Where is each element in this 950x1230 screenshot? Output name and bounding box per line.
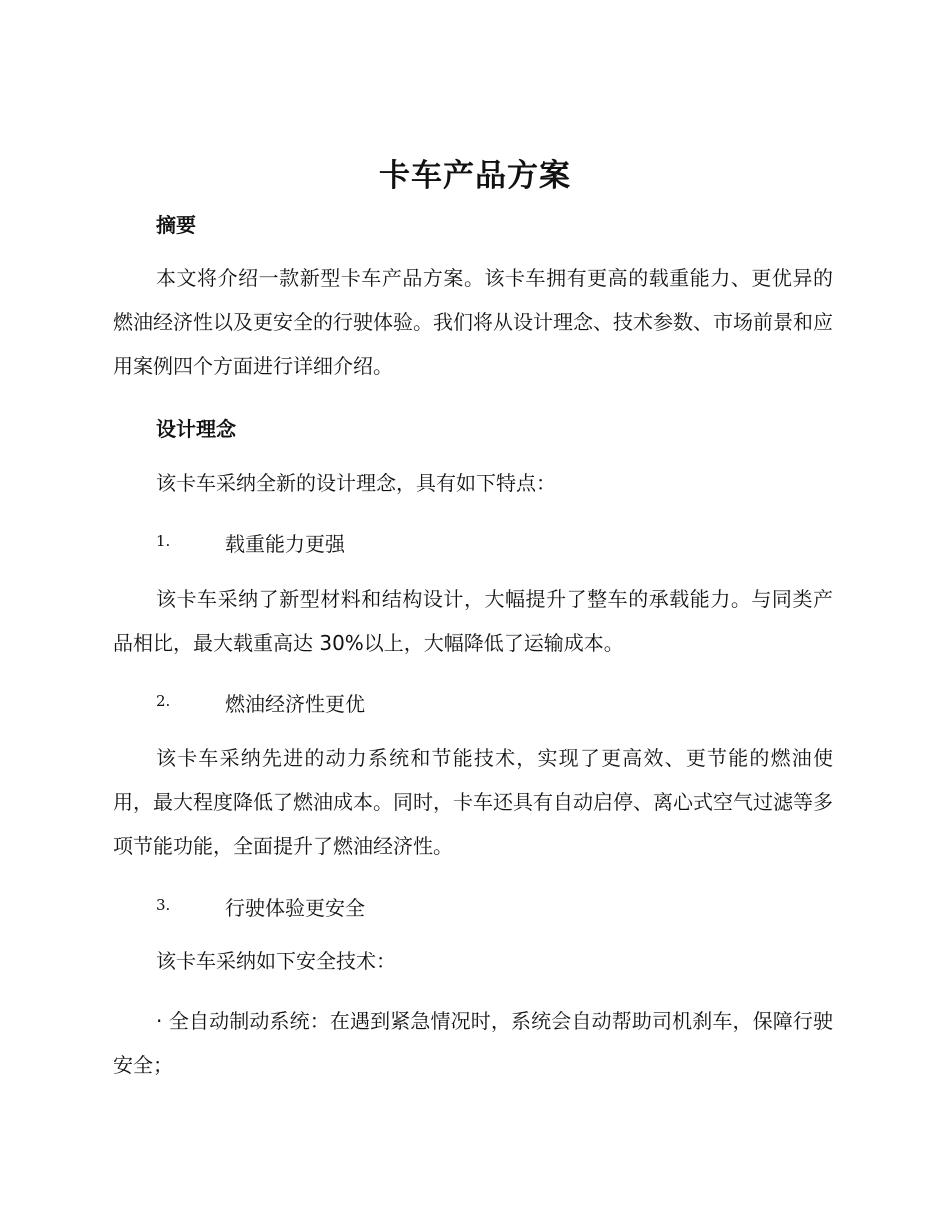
list-number-3: 3. <box>156 896 171 914</box>
bullet-paragraph: · 全自动制动系统：在遇到紧急情况时，系统会自动帮助司机刹车，保障行驶安全； <box>113 1009 833 1077</box>
item-1-paragraph: 该卡车采纳了新型材料和结构设计，大幅提升了整车的承载能力。与同类产品相比，最大载重高达 30%以上，大幅降低了运输成本。 <box>113 587 833 655</box>
design-intro-paragraph: 该卡车采纳全新的设计理念，具有如下特点： <box>156 471 556 495</box>
item-2-paragraph: 该卡车采纳先进的动力系统和节能技术，实现了更高效、更节能的燃油使用，最大程度降低了燃油成本。同时，卡车还具有自动启停、离心式空气过滤等多项节能功能，全面提升了燃油经济性。 <box>113 746 833 858</box>
list-label-3: 行驶体验更安全 <box>225 896 365 920</box>
list-number-1: 1. <box>156 532 171 550</box>
list-number-2: 2. <box>156 692 171 710</box>
list-label-2: 燃油经济性更优 <box>225 692 365 716</box>
abstract-heading: 摘要 <box>156 213 196 237</box>
document-title: 卡车产品方案 <box>379 158 571 194</box>
abstract-paragraph: 本文将介绍一款新型卡车产品方案。该卡车拥有更高的载重能力、更优异的燃油经济性以及更安全的行驶体验。我们将从设计理念、技术参数、市场前景和应用案例四个方面进行详细介绍。 <box>113 266 833 378</box>
design-heading: 设计理念 <box>156 417 236 441</box>
list-label-1: 载重能力更强 <box>225 532 345 556</box>
item-3-paragraph: 该卡车采纳如下安全技术： <box>156 949 396 973</box>
